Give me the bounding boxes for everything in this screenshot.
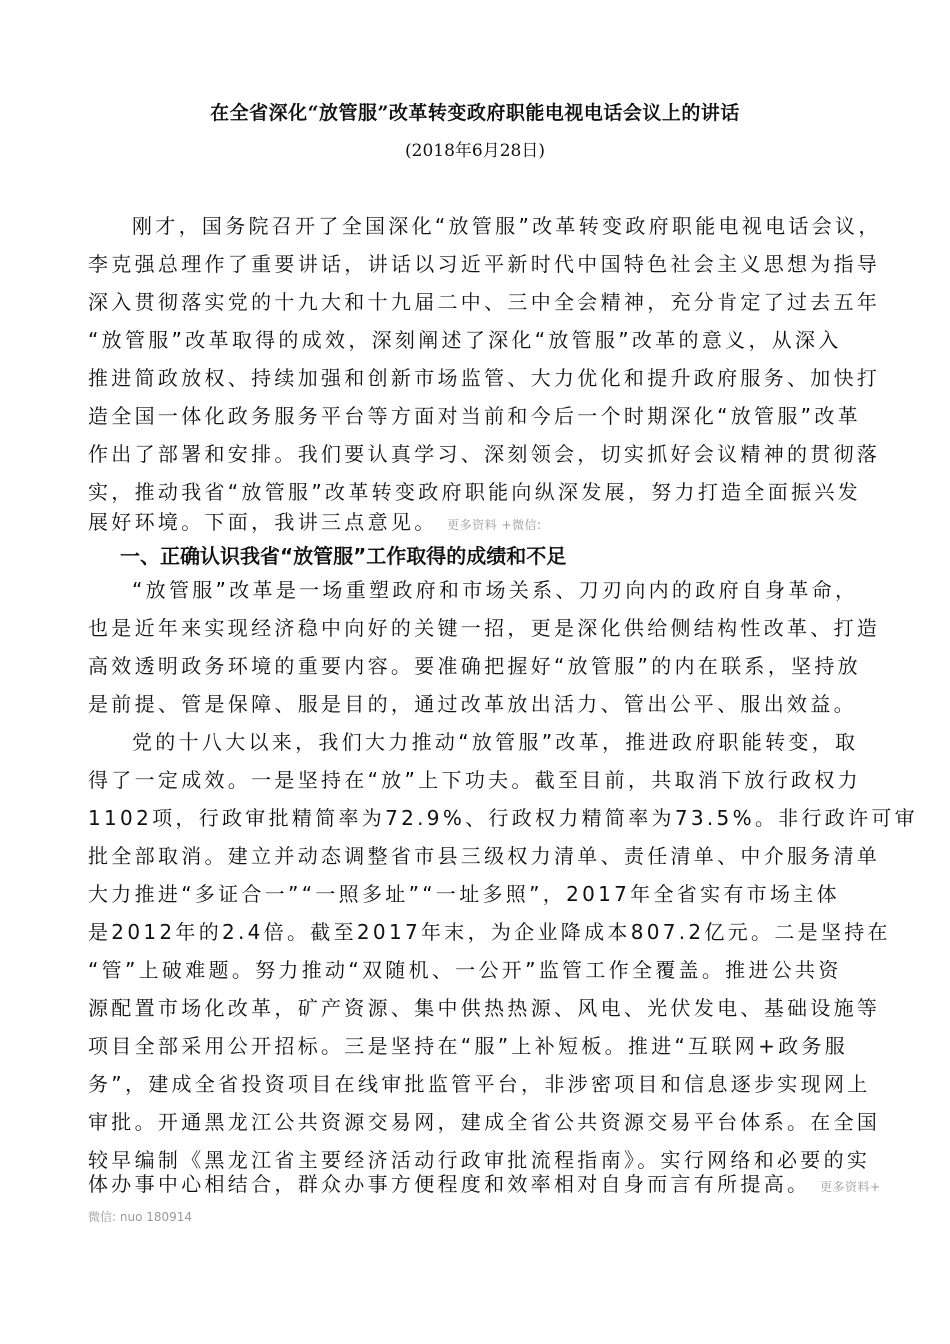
paragraph-line: 李克强总理作了重要讲话，讲话以习近平新时代中国特色社会主义思想为指导 [88,252,881,276]
watermark-note: 更多资料+ [819,1180,881,1194]
paragraph-line: 批全部取消。建立并动态调整省市县三级权力清单、责任清单、中介服务清单 [88,844,881,868]
paragraph-line: 造全国一体化政务服务平台等方面对当前和今后一个时期深化“放管服”改革 [88,404,861,428]
paragraph-line: 源配置市场化改革，矿产资源、集中供热热源、风电、光伏发电、基础设施等 [88,996,881,1020]
section-heading: 一、正确认识我省“放管服”工作取得的成绩和不足 [120,544,567,568]
paragraph-line: 审批。开通黑龙江公共资源交易网，建成全省公共资源交易平台体系。在全国 [88,1110,881,1134]
paragraph-line: 党的十八大以来，我们大力推动“放管服”改革，推进政府职能转变，取 [132,730,859,754]
paragraph-line: “放管服”改革是一场重塑政府和市场关系、刀刃向内的政府自身革命， [132,578,859,602]
paragraph-line: 作出了部署和安排。我们要认真学习、深刻领会，切实抓好会议精神的贯彻落 [88,442,881,466]
paragraph-line: 展好环境。下面，我讲三点意见。 更多资料 +微信: [88,510,542,534]
paragraph-line: 实，推动我省“放管服”改革转变政府职能向纵深发展，努力打造全面振兴发 [88,480,861,504]
paragraph-line: 得了一定成效。一是坚持在“放”上下功夫。截至目前，共取消下放行政权力 [88,768,861,792]
paragraph-line: 是2012年的2.4倍。截至2017年末，为企业降成本807.2亿元。二是坚持在 [88,920,891,944]
paragraph-line: 推进简政放权、持续加强和创新市场监管、大力优化和提升政府服务、加快打 [88,366,881,390]
paragraph-line: “管”上破难题。努力推动“双随机、一公开”监管工作全覆盖。推进公共资 [88,958,842,982]
paragraph-line: 1102项，行政审批精简率为72.9%、行政权力精简率为73.5%。非行政许可审 [88,806,918,830]
paragraph-line: 是前提、管是保障、服是目的，通过改革放出活力、管出公平、服出效益。 [88,692,857,716]
paragraph-line: 高效透明政务环境的重要内容。要准确把握好“放管服”的内在联系，坚持放 [88,654,861,678]
watermark-note: 更多资料 +微信: [447,518,542,532]
paragraph-line: 体办事中心相结合，群众办事方便程度和效率相对自身而言有所提高。 更多资料+ [88,1172,881,1196]
watermark-footer: 微信: nuo 180914 [88,1210,193,1224]
paragraph-line: 务”，建成全省投资项目在线审批监管平台，非涉密项目和信息逐步实现网上 [88,1072,871,1096]
paragraph-line: “放管服”改革取得的成效，深刻阐述了深化“放管服”改革的意义，从深入 [88,328,842,352]
paragraph-line: 较早编制《黑龙江省主要经济活动行政审批流程指南》。实行网络和必要的实 [88,1148,871,1172]
document-date: (2018年6月28日) [405,141,545,161]
paragraph-line: 刚才，国务院召开了全国深化“放管服”改革转变政府职能电视电话会议， [132,214,882,238]
paragraph-line: 深入贯彻落实党的十九大和十九届二中、三中全会精神，充分肯定了过去五年 [88,290,881,314]
paragraph-line: 项目全部采用公开招标。三是坚持在“服”上补短板。推进“互联网+政务服 [88,1034,849,1058]
paragraph-line: 大力推进“多证合一”“一照多址”“一址多照”，2017年全省实有市场主体 [88,882,840,906]
paragraph-line: 也是近年来实现经济稳中向好的关键一招，更是深化供给侧结构性改革、打造 [88,616,881,640]
document-title: 在全省深化“放管服”改革转变政府职能电视电话会议上的讲话 [210,102,740,124]
